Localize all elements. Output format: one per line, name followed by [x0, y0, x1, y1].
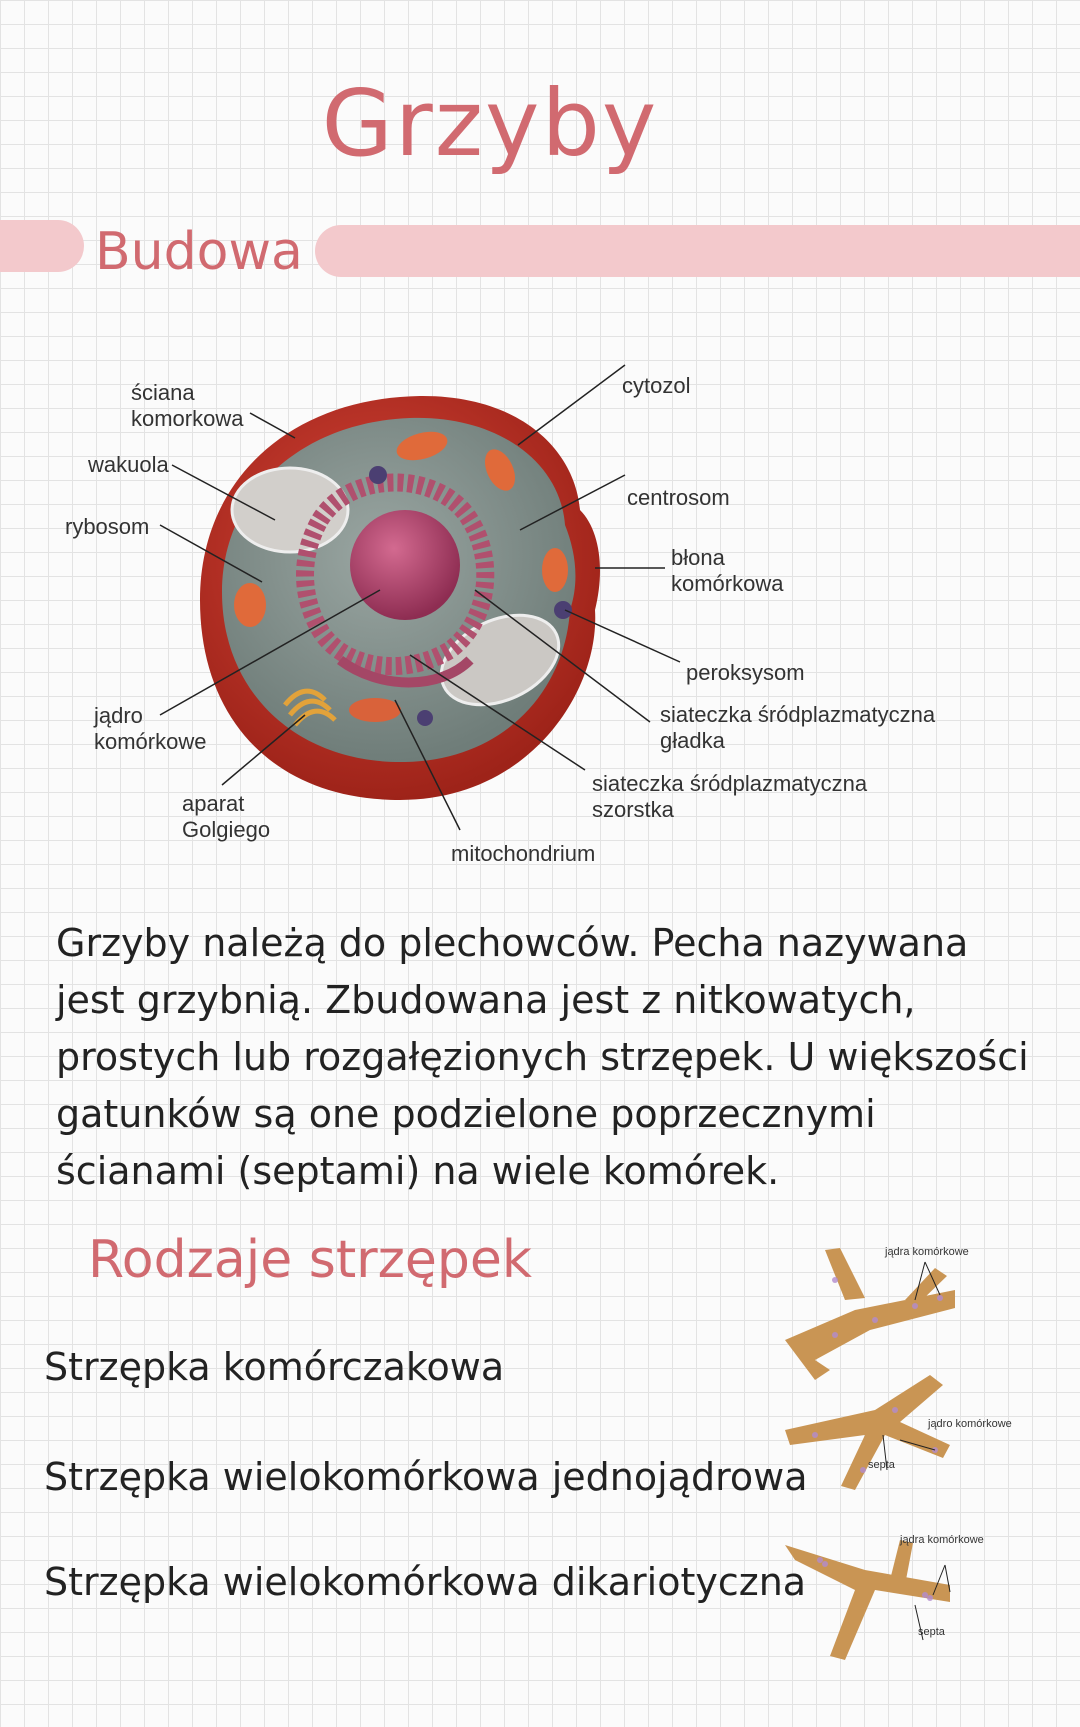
label-h1-nuclei: jądra komórkowe: [885, 1246, 969, 1258]
label-jadro-komorkowe: jądro komórkowe: [94, 703, 207, 754]
hypha-illustrations: [775, 1240, 990, 1675]
label-h3-nuclei: jądra komórkowe: [900, 1534, 984, 1546]
label-h2-nucleus: jądro komórkowe: [928, 1418, 1012, 1430]
hypha-type-1: Strzępka komórczakowa: [44, 1345, 505, 1389]
mitochondrion: [234, 583, 266, 627]
mitochondrion: [542, 548, 568, 592]
label-h2-septa: septa: [868, 1459, 895, 1471]
label-peroksysom: peroksysom: [686, 660, 805, 685]
label-aparat-golgiego: aparat Golgiego: [182, 791, 271, 842]
nucleus: [350, 510, 460, 620]
label-wakuola: wakuola: [88, 452, 169, 477]
label-siateczka-szorstka: siateczka śródplazmatyczna szorstka: [592, 771, 868, 822]
cell-diagram: [0, 360, 1080, 880]
hypha-coenocytic: [785, 1248, 955, 1380]
label-siateczka-gladka: siateczka śródplazmatyczna gładka: [660, 702, 936, 753]
highlight-bar-right: [315, 225, 1080, 277]
page-title: Grzyby: [321, 70, 659, 177]
label-rybosom: rybosom: [65, 514, 150, 539]
label-centrosom: centrosom: [627, 485, 730, 510]
label-blona-komorkowa: błona komórkowa: [671, 545, 784, 596]
hypha-type-3: Strzępka wielokomórkowa dikariotyczna: [44, 1560, 807, 1604]
section-heading-budowa: Budowa: [95, 222, 303, 282]
label-cytozol: cytozol: [622, 373, 691, 398]
label-mitochondrium: mitochondrium: [451, 841, 596, 866]
mitochondrion: [349, 698, 401, 722]
highlight-bar-left: [0, 220, 84, 272]
label-h3-septa: septa: [918, 1626, 945, 1638]
label-sciana-komorkowa: ściana komorkowa: [131, 380, 244, 431]
hypha-dikaryotic: [785, 1540, 950, 1660]
description-paragraph: Grzyby należą do plechowców. Pecha nazywana jest grzybnią. Zbudowana jest z nitkowatych, prostych lub rozgałęzionych strzępek. U większości gatunków są one podzielone poprzecznymi ścianami (septami) na wiele komórek.: [56, 921, 1029, 1193]
hypha-type-2: Strzępka wielokomórkowa jednojądrowa: [44, 1455, 808, 1499]
section-heading-rodzaje: Rodzaje strzępek: [88, 1230, 533, 1290]
hypha-septate: [785, 1375, 950, 1490]
